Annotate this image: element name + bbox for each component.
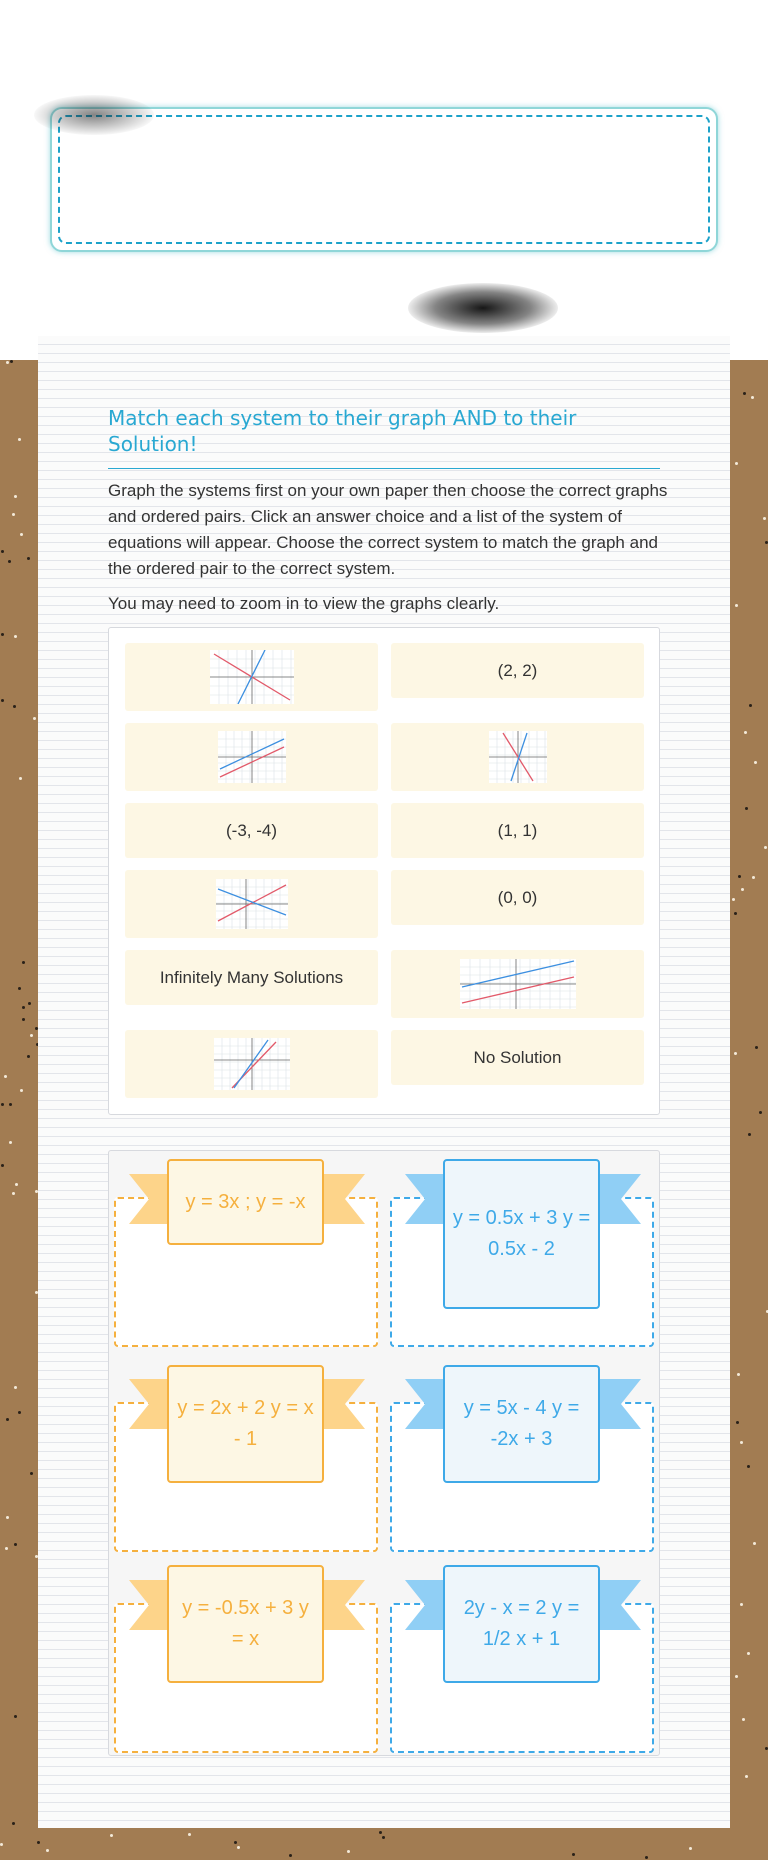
activity-instructions: Graph the systems first on your own paper then choose the correct graphs and ordered pairs. Click an answer choice and a list of the system of equations will appear. Choose the correct system to match the graph and the ordered pair to the correct system. xyxy=(108,481,668,578)
cork-speck xyxy=(0,1843,3,1846)
cork-speck xyxy=(14,495,17,498)
cork-speck xyxy=(754,761,757,764)
cork-speck xyxy=(18,438,21,441)
graph-two-parallel-lines-icon xyxy=(460,959,576,1009)
cork-speck xyxy=(347,1850,350,1853)
option-label: (-3, -4) xyxy=(226,820,277,840)
cork-speck xyxy=(752,876,755,879)
cork-speck xyxy=(289,1854,292,1857)
cork-speck xyxy=(14,1543,17,1546)
graph-rising-lines-icon xyxy=(214,1038,290,1090)
cork-speck xyxy=(46,1849,49,1852)
cork-speck xyxy=(8,560,11,563)
cork-speck xyxy=(9,1103,12,1106)
cork-speck xyxy=(747,1652,750,1655)
cork-speck xyxy=(14,1715,17,1718)
cork-speck xyxy=(30,1034,33,1037)
system-equations: y = -0.5x + 3 y = x xyxy=(182,1597,309,1650)
answer-option-graph[interactable] xyxy=(125,870,378,938)
cork-speck xyxy=(188,1833,191,1836)
cork-speck xyxy=(737,1373,740,1376)
system-card[interactable] xyxy=(167,1365,324,1483)
answer-option-ordered-pair[interactable] xyxy=(391,803,644,858)
cork-speck xyxy=(28,1002,31,1005)
cork-speck xyxy=(30,1472,33,1475)
cork-speck xyxy=(13,705,16,708)
cork-speck xyxy=(15,1183,18,1186)
cork-speck xyxy=(19,777,22,780)
answer-option-ordered-pair[interactable] xyxy=(391,870,644,925)
cork-speck xyxy=(1,1103,4,1106)
cork-speck xyxy=(742,1718,745,1721)
system-card[interactable] xyxy=(167,1565,324,1683)
cork-speck xyxy=(22,1006,25,1009)
graph-intersecting-lines-icon xyxy=(210,650,294,704)
smudge-mark xyxy=(408,283,558,333)
answer-option-graph[interactable] xyxy=(391,950,644,1018)
system-equations: 2y - x = 2 y = 1/2 x + 1 xyxy=(463,1597,580,1650)
cork-speck xyxy=(9,1141,12,1144)
cork-speck xyxy=(736,1421,739,1424)
cork-speck xyxy=(27,557,30,560)
cork-speck xyxy=(744,731,747,734)
cork-speck xyxy=(735,1675,738,1678)
cork-speck xyxy=(741,888,744,891)
graph-crossing-lines-icon xyxy=(216,879,288,929)
graph-steep-intersecting-lines-icon xyxy=(489,731,547,783)
title-box xyxy=(50,107,718,252)
cork-speck xyxy=(743,392,746,395)
cork-speck xyxy=(110,1834,113,1837)
cork-speck xyxy=(14,1386,17,1389)
smudge-mark xyxy=(34,95,154,135)
cork-speck xyxy=(33,717,36,720)
graph-parallel-lines-icon xyxy=(218,731,286,783)
system-card[interactable] xyxy=(443,1565,600,1683)
option-label: No Solution xyxy=(473,1047,562,1067)
activity-heading: Match each system to their graph AND to their Solution! xyxy=(108,406,577,456)
system-equations: y = 5x - 4 y = -2x + 3 xyxy=(463,1397,580,1450)
system-equations: y = 3x ; y = -x xyxy=(185,1190,306,1213)
cork-speck xyxy=(20,533,23,536)
cork-speck xyxy=(735,604,738,607)
system-equations: y = 0.5x + 3 y = 0.5x - 2 xyxy=(452,1207,591,1260)
cork-speck xyxy=(234,1841,237,1844)
cork-speck xyxy=(749,704,752,707)
cork-speck xyxy=(738,875,741,878)
cork-speck xyxy=(10,360,13,363)
answer-option-solution[interactable] xyxy=(125,950,378,1005)
option-label: (2, 2) xyxy=(497,660,538,680)
cork-speck xyxy=(5,1547,8,1550)
cork-speck xyxy=(37,1841,40,1844)
cork-speck xyxy=(1,1164,4,1167)
option-label: (0, 0) xyxy=(497,887,538,907)
cork-speck xyxy=(237,1846,240,1849)
answer-option-solution[interactable] xyxy=(391,1030,644,1085)
cork-speck xyxy=(753,1542,756,1545)
cork-speck xyxy=(12,1822,15,1825)
system-equations: y = 2x + 2 y = x - 1 xyxy=(177,1397,314,1450)
cork-speck xyxy=(6,361,9,364)
cork-speck xyxy=(18,987,21,990)
cork-speck xyxy=(764,846,767,849)
answer-options-panel xyxy=(108,627,660,1115)
cork-speck xyxy=(1,699,4,702)
cork-speck xyxy=(14,635,17,638)
cork-speck xyxy=(747,1465,750,1468)
cork-speck xyxy=(745,1775,748,1778)
system-card[interactable] xyxy=(443,1365,600,1483)
cork-speck xyxy=(645,1856,648,1859)
cork-speck xyxy=(765,1747,768,1750)
cork-speck xyxy=(748,1133,751,1136)
cork-speck xyxy=(6,1418,9,1421)
option-label: (1, 1) xyxy=(497,820,538,840)
cork-speck xyxy=(22,961,25,964)
answer-option-graph[interactable] xyxy=(125,1030,378,1098)
cork-speck xyxy=(4,1075,7,1078)
heading-divider xyxy=(108,468,660,469)
system-card[interactable] xyxy=(443,1159,600,1309)
answer-option-ordered-pair[interactable] xyxy=(391,643,644,698)
cork-speck xyxy=(12,1192,15,1195)
cork-speck xyxy=(20,1089,23,1092)
answer-option-graph[interactable] xyxy=(125,723,378,791)
cork-speck xyxy=(763,517,766,520)
system-card[interactable] xyxy=(167,1159,324,1245)
zoom-note: You may need to zoom in to view the graphs clearly. xyxy=(108,594,500,613)
answer-option-graph[interactable] xyxy=(391,723,644,791)
cork-speck xyxy=(12,513,15,516)
cork-speck xyxy=(740,1603,743,1606)
matching-panel xyxy=(108,1150,660,1756)
title-box-inner xyxy=(58,115,710,244)
cork-speck xyxy=(732,898,735,901)
option-label: Infinitely Many Solutions xyxy=(159,967,344,987)
cork-speck xyxy=(740,1441,743,1444)
cork-speck xyxy=(27,1055,30,1058)
cork-speck xyxy=(18,1411,21,1414)
cork-speck xyxy=(572,1853,575,1856)
answer-option-graph[interactable] xyxy=(125,643,378,711)
answer-option-ordered-pair[interactable] xyxy=(125,803,378,858)
cork-speck xyxy=(1,550,4,553)
cork-speck xyxy=(755,1046,758,1049)
cork-speck xyxy=(6,1516,9,1519)
cork-speck xyxy=(734,912,737,915)
cork-speck xyxy=(22,1018,25,1021)
cork-speck xyxy=(689,1847,692,1850)
cork-speck xyxy=(379,1831,382,1834)
cork-speck xyxy=(751,396,754,399)
cork-speck xyxy=(745,807,748,810)
cork-speck xyxy=(759,1111,762,1114)
cork-speck xyxy=(735,462,738,465)
cork-speck xyxy=(734,1052,737,1055)
cork-speck xyxy=(1,633,4,636)
cork-speck xyxy=(382,1836,385,1839)
